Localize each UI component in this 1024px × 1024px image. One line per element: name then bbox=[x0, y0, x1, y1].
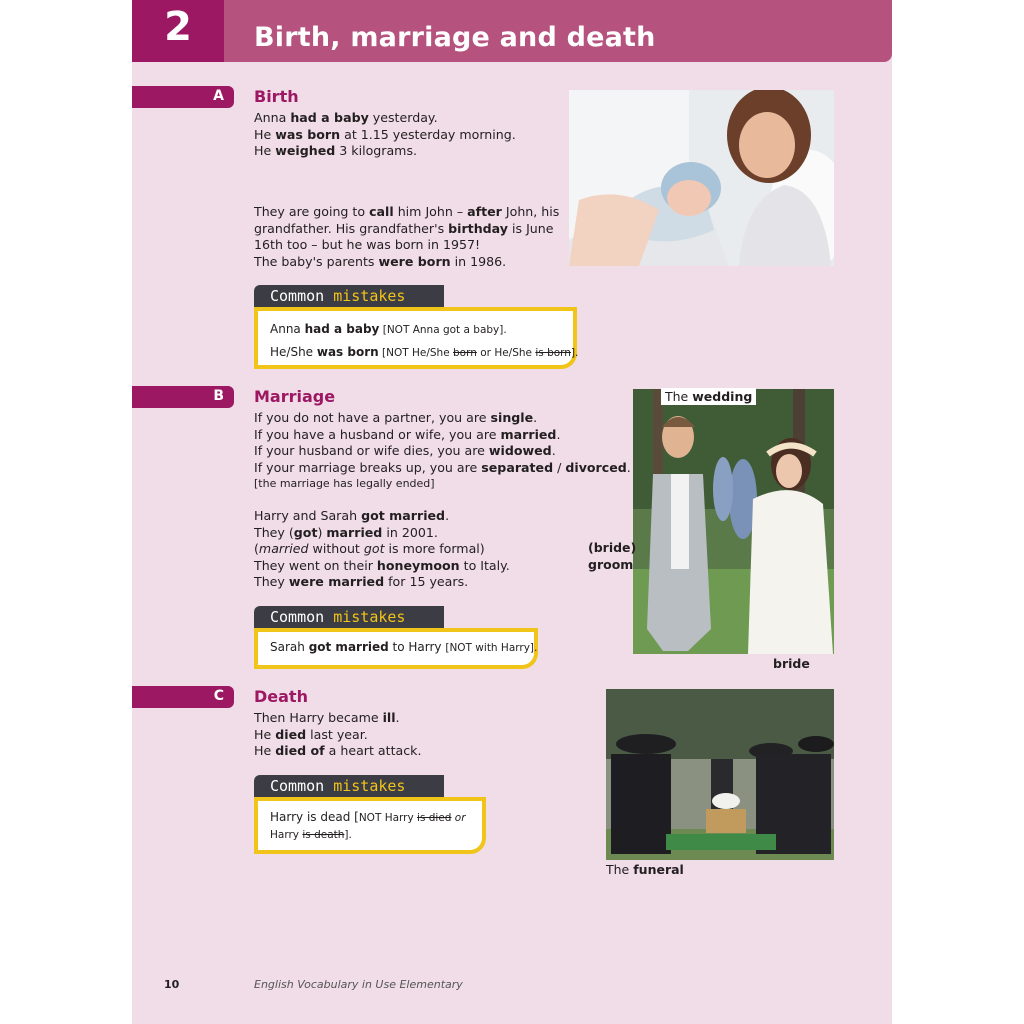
text-line: They went on their honeymoon to Italy. bbox=[254, 557, 510, 573]
text-line: Harry and Sarah got married. bbox=[254, 508, 450, 523]
marriage-text-block-2 bbox=[254, 508, 510, 591]
marriage-text-block bbox=[254, 410, 631, 493]
wedding-photo bbox=[633, 389, 834, 654]
common-mistakes-tab: Common mistakes bbox=[254, 606, 444, 628]
section-tab-c bbox=[132, 686, 234, 708]
text-line: 16th too – but he was born in 1957! bbox=[254, 237, 481, 252]
common-mistakes-tab: Common mistakes bbox=[254, 775, 444, 797]
page-number: 10 bbox=[164, 978, 180, 991]
unit-number: 2 bbox=[164, 4, 192, 50]
common-mistakes-box-death bbox=[254, 797, 486, 854]
mistake-line: Sarah got married to Harry [NOT with Harry]. bbox=[270, 640, 538, 654]
baby-photo bbox=[569, 90, 834, 266]
section-letter: B bbox=[213, 388, 224, 404]
common-mistakes-tab: Common mistakes bbox=[254, 285, 444, 307]
mistake-line: Anna had a baby [NOT Anna got a baby]. bbox=[270, 322, 507, 336]
bride-caption: bride bbox=[773, 656, 810, 671]
section-letter: A bbox=[213, 88, 224, 104]
text-line: If you have a husband or wife, you are married. bbox=[254, 426, 561, 442]
text-line: Then Harry became ill. bbox=[254, 710, 400, 725]
text-line: The baby's parents were born in 1986. bbox=[254, 253, 507, 269]
mistake-line: Harry is dead [NOT Harry is died or bbox=[270, 810, 466, 824]
text-line: He died last year. bbox=[254, 726, 368, 742]
book-title: English Vocabulary in Use Elementary bbox=[254, 978, 463, 991]
birth-text-block-2 bbox=[254, 204, 559, 270]
text-line: He was born at 1.15 yesterday morning. bbox=[254, 126, 516, 142]
mistake-line: Harry is death]. bbox=[270, 829, 352, 841]
text-line: If you do not have a partner, you are single. bbox=[254, 410, 538, 425]
text-line: Anna had a baby yesterday. bbox=[254, 110, 438, 125]
birth-text-block bbox=[254, 110, 516, 160]
mistake-line: He/She was born [NOT He/She born or He/She is born]. bbox=[270, 345, 579, 359]
text-line: (married without got is more formal) bbox=[254, 541, 485, 556]
unit-title: Birth, marriage and death bbox=[254, 22, 656, 53]
text-line: He weighed 3 kilograms. bbox=[254, 143, 418, 158]
common-mistakes-box-marriage bbox=[254, 628, 538, 669]
text-line: They (got) married in 2001. bbox=[254, 524, 438, 540]
text-line: If your husband or wife dies, you are widowed. bbox=[254, 443, 556, 458]
section-title-death: Death bbox=[254, 687, 308, 706]
text-line: [the marriage has legally ended] bbox=[254, 477, 435, 490]
text-line: If your marriage breaks up, you are separated / divorced. bbox=[254, 459, 631, 475]
section-tab-a bbox=[132, 86, 234, 108]
death-text-block bbox=[254, 710, 421, 760]
bride-groom-caption: (bride) groom bbox=[588, 540, 637, 572]
text-line: He died of a heart attack. bbox=[254, 743, 422, 758]
section-tab-b bbox=[132, 386, 234, 408]
section-letter: C bbox=[213, 688, 224, 704]
section-title-marriage: Marriage bbox=[254, 387, 336, 406]
wedding-caption: The wedding bbox=[661, 388, 756, 405]
funeral-photo bbox=[606, 689, 834, 860]
text-line: grandfather. His grandfather's birthday is June bbox=[254, 220, 554, 236]
funeral-caption: The funeral bbox=[606, 862, 684, 877]
section-title-birth: Birth bbox=[254, 87, 299, 106]
text-line: They are going to call him John – after John, his bbox=[254, 204, 560, 219]
text-line: They were married for 15 years. bbox=[254, 574, 469, 589]
common-mistakes-box-birth bbox=[254, 307, 577, 369]
